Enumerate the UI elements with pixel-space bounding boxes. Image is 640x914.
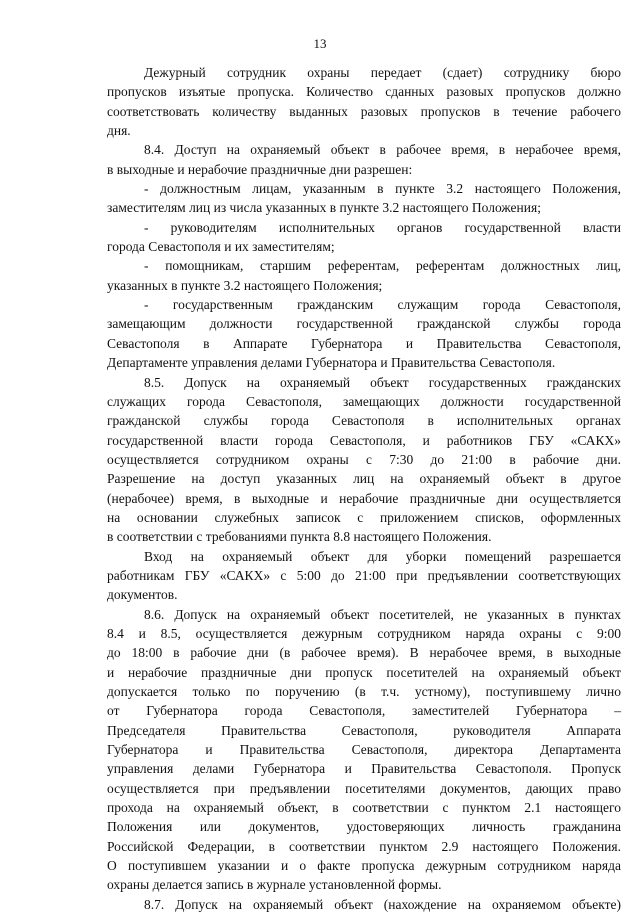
text-line: 8.4 и 8.5, осуществляется дежурным сотрудником наряда охраны с 9:00 [107, 625, 621, 641]
text-line: и нерабочие праздничные дни пропуск посетителей на охраняемый объект [107, 664, 621, 680]
text-line: Разрешение на доступ указанных лиц на охраняемый объект в другое [107, 471, 621, 487]
text-line: документов. [107, 587, 178, 603]
text-line: управления делами Губернатора и Правительства Севастополя. Пропуск [107, 761, 621, 777]
text-line: осуществляется при предъявлении посетителями документов, дающих право [107, 780, 621, 796]
text-line: 8.7. Допуск на охраняемый объект (нахождение на охраняемом объекте) [144, 896, 621, 912]
text-line: Председателя Правительства Севастополя, руководителя Аппарата [107, 722, 621, 738]
text-line: города Севастополя и их заместителям; [107, 239, 335, 255]
text-line: в соответствии с требованиями пункта 8.8 настоящего Положения. [107, 529, 492, 545]
page-number: 13 [313, 36, 327, 51]
text-line: до 18:00 в рабочие дни (в рабочее время). В нерабочее время, в выходные [107, 645, 621, 661]
text-line: служащих города Севастополя, замещающих должности государственной [107, 393, 621, 409]
text-line: Вход на охраняемый объект для уборки помещений разрешается [144, 548, 621, 564]
text-line: дня. [107, 123, 131, 139]
text-line: Положения или документов, удостоверяющих личность гражданина [107, 819, 621, 835]
text-line: заместителям лиц из числа указанных в пункте 3.2 настоящего Положения; [107, 200, 541, 216]
text-line: Севастополя в Аппарате Губернатора и Правительства Севастополя, [107, 335, 621, 351]
text-line: - государственным гражданским служащим города Севастополя, [144, 297, 621, 313]
text-line: Дежурный сотрудник охраны передает (сдает) сотруднику бюро [144, 65, 621, 80]
text-line: государственной власти города Севастополя, и работников ГБУ «САКХ» [107, 432, 621, 448]
text-line: (нерабочее) время, в выходные и нерабочие праздничные дни осуществляется [107, 490, 621, 506]
text-line: гражданской службы города Севастополя в исполнительных органах [107, 413, 621, 429]
text-line: Департаменте управления делами Губернатора и Правительства Севастополя. [107, 355, 556, 371]
text-line: соответствовать количеству выданных разовых пропусков в течение рабочего [107, 103, 621, 119]
text-line: пропусков изъятые пропуска. Количество сданных разовых пропусков должно [107, 84, 621, 100]
text-line: осуществляется сотрудником охраны с 7:30 до 21:00 в рабочие дни. [107, 451, 621, 467]
text-line: прохода на охраняемый объект, в соответствии с пунктом 2.1 настоящего [107, 800, 621, 816]
text-line: охраны делается запись в журнале установленной формы. [107, 877, 442, 893]
document-body [107, 63, 621, 914]
text-line: работникам ГБУ «САКХ» с 5:00 до 21:00 при предъявлении соответствующих [107, 567, 621, 583]
text-line: замещающим должности государственной гражданской службы города [107, 316, 621, 332]
text-line: указанных в пункте 3.2 настоящего Положения; [107, 277, 383, 293]
text-line: О поступившем указании и о факте пропуска дежурным сотрудником наряда [107, 858, 621, 874]
text-line: на основании служебных записок с приложением списков, оформленных [107, 509, 621, 525]
text-line: допускается только по поручению (в т.ч. устному), поступившему лично [107, 684, 621, 699]
text-line: от Губернатора города Севастополя, заместителей Губернатора – [107, 703, 621, 719]
text-line: в выходные и нерабочие праздничные дни разрешен: [107, 161, 413, 177]
text-line: Российской Федерации, в соответствии пунктом 2.9 настоящего Положения. [107, 838, 621, 854]
text-line: 8.4. Доступ на охраняемый объект в рабочее время, в нерабочее время, [144, 142, 621, 158]
text-line: Губернатора и Правительства Севастополя, директора Департамента [107, 742, 621, 758]
text-line: - помощникам, старшим референтам, референтам должностных лиц, [144, 258, 621, 274]
text-line: - должностным лицам, указанным в пункте 3.2 настоящего Положения, [144, 181, 621, 197]
text-line: - руководителям исполнительных органов государственной власти [144, 219, 621, 235]
text-line: 8.6. Допуск на охраняемый объект посетителей, не указанных в пунктах [144, 606, 621, 622]
text-line: 8.5. Допуск на охраняемый объект государственных гражданских [144, 374, 621, 390]
